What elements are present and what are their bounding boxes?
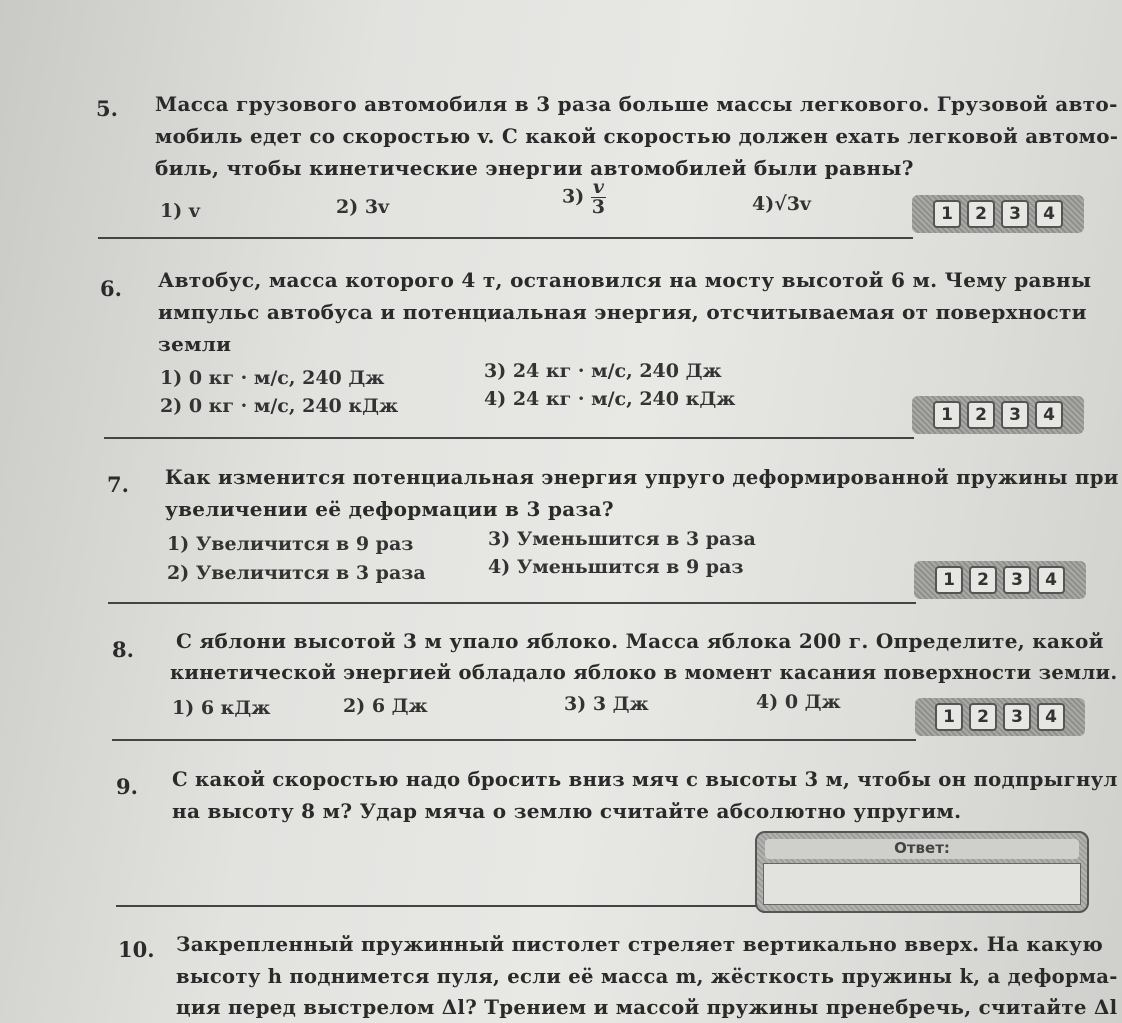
answer-choice-2[interactable]: 2	[969, 566, 997, 594]
divider-line	[104, 437, 914, 439]
question-10-text-line-3: ция перед выстрелом Δl? Трением и массой пружины пренебречь, считайте Δl	[176, 995, 1118, 1019]
question-5-text-line-1: Масса грузового автомобиля в 3 раза больше массы легкового. Грузовой авто-	[155, 92, 1118, 116]
answer-choice-4[interactable]: 4	[1035, 401, 1063, 429]
question-6-option-4[interactable]: 4) 24 кг · м/с, 240 кДж	[484, 388, 736, 410]
question-10-number: 10.	[118, 937, 155, 962]
question-9-number: 9.	[116, 774, 138, 799]
question-5-number: 5.	[96, 96, 118, 121]
question-8-option-3[interactable]: 3) 3 Дж	[564, 693, 649, 715]
question-6-text-line-3: земли	[158, 332, 232, 356]
answer-choice-4[interactable]: 4	[1037, 566, 1065, 594]
question-8-number: 8.	[112, 637, 134, 662]
question-8-text-line-2: кинетической энергией обладало яблоко в момент касания поверхности земли.	[170, 660, 1118, 684]
question-7-number: 7.	[107, 472, 129, 497]
question-6-text-line-1: Автобус, масса которого 4 т, остановился на мосту высотой 6 м. Чему равны	[158, 268, 1092, 292]
question-6-number: 6.	[100, 276, 122, 301]
question-7-option-2[interactable]: 2) Увеличится в 3 раза	[167, 562, 426, 584]
answer-choice-3[interactable]: 3	[1001, 401, 1029, 429]
answer-choice-1[interactable]: 1	[933, 401, 961, 429]
question-10-text-line-1: Закрепленный пружинный пистолет стреляет вертикально вверх. На какую	[176, 932, 1104, 956]
question-8-option-4[interactable]: 4) 0 Дж	[756, 691, 841, 713]
divider-line	[108, 602, 916, 604]
question-7-text-line-1: Как изменится потенциальная энергия упруго деформированной пружины при	[165, 465, 1119, 489]
question-9-answer-box	[755, 831, 1089, 913]
question-7-option-1[interactable]: 1) Увеличится в 9 раз	[167, 533, 414, 555]
answer-choice-4[interactable]: 4	[1035, 200, 1063, 228]
question-7-answer-grid	[914, 561, 1086, 599]
question-8-option-1[interactable]: 1) 6 кДж	[172, 697, 271, 719]
question-8-text-line-1: С яблони высотой 3 м упало яблоко. Масса яблока 200 г. Определите, какой	[176, 629, 1104, 653]
question-5-option-2[interactable]: 2) 3v	[336, 196, 390, 218]
question-5-option-3[interactable]	[562, 178, 606, 217]
question-9-text-line-2: на высоту 8 м? Удар мяча о землю считайте абсолютно упругим.	[172, 799, 962, 823]
answer-choice-2[interactable]: 2	[967, 200, 995, 228]
answer-choice-3[interactable]: 3	[1003, 566, 1031, 594]
question-6-answer-grid	[912, 396, 1084, 434]
question-8-answer-grid	[915, 698, 1085, 736]
question-7-text-line-2: увеличении её деформации в 3 раза?	[165, 497, 614, 521]
answer-choice-4[interactable]: 4	[1037, 703, 1065, 731]
question-5-text-line-3: биль, чтобы кинетические энергии автомобилей были равны?	[155, 156, 914, 180]
answer-choice-3[interactable]: 3	[1001, 200, 1029, 228]
question-5-option-3-label: 3)	[562, 185, 585, 208]
answer-label: Ответ:	[765, 839, 1079, 859]
question-5-option-3-fraction	[591, 178, 606, 217]
question-5-option-1[interactable]: 1) v	[160, 200, 200, 222]
divider-line	[116, 905, 756, 907]
question-5-text-line-2: мобиль едет со скоростью v. С какой скоростью должен ехать легковой автомо-	[155, 124, 1119, 148]
question-7-option-3[interactable]: 3) Уменьшится в 3 раза	[488, 528, 756, 550]
question-5-option-4[interactable]: 4)√3v	[752, 193, 811, 215]
question-5-answer-grid	[912, 195, 1084, 233]
question-6-option-3[interactable]: 3) 24 кг · м/с, 240 Дж	[484, 360, 722, 382]
answer-choice-2[interactable]: 2	[969, 703, 997, 731]
fraction-numerator: v	[592, 176, 604, 198]
divider-line	[112, 739, 916, 741]
answer-choice-3[interactable]: 3	[1003, 703, 1031, 731]
question-9-text-line-1: С какой скоростью надо бросить вниз мяч с высоты 3 м, чтобы он подпрыгнул	[172, 767, 1118, 791]
divider-line	[98, 237, 913, 239]
answer-choice-1[interactable]: 1	[935, 566, 963, 594]
answer-choice-2[interactable]: 2	[967, 401, 995, 429]
answer-choice-1[interactable]: 1	[935, 703, 963, 731]
answer-choice-1[interactable]: 1	[933, 200, 961, 228]
question-6-option-1[interactable]: 1) 0 кг · м/с, 240 Дж	[160, 367, 385, 389]
question-7-option-4[interactable]: 4) Уменьшится в 9 раз	[488, 556, 744, 578]
question-6-option-2[interactable]: 2) 0 кг · м/с, 240 кДж	[160, 395, 399, 417]
answer-input[interactable]	[763, 863, 1081, 905]
question-6-text-line-2: импульс автобуса и потенциальная энергия, отсчитываемая от поверхности	[158, 300, 1087, 324]
fraction-denominator: 3	[591, 196, 605, 218]
question-8-option-2[interactable]: 2) 6 Дж	[343, 695, 428, 717]
question-10-text-line-2: высоту h поднимется пуля, если её масса m, жёсткость пружины k, а деформа-	[176, 964, 1118, 988]
